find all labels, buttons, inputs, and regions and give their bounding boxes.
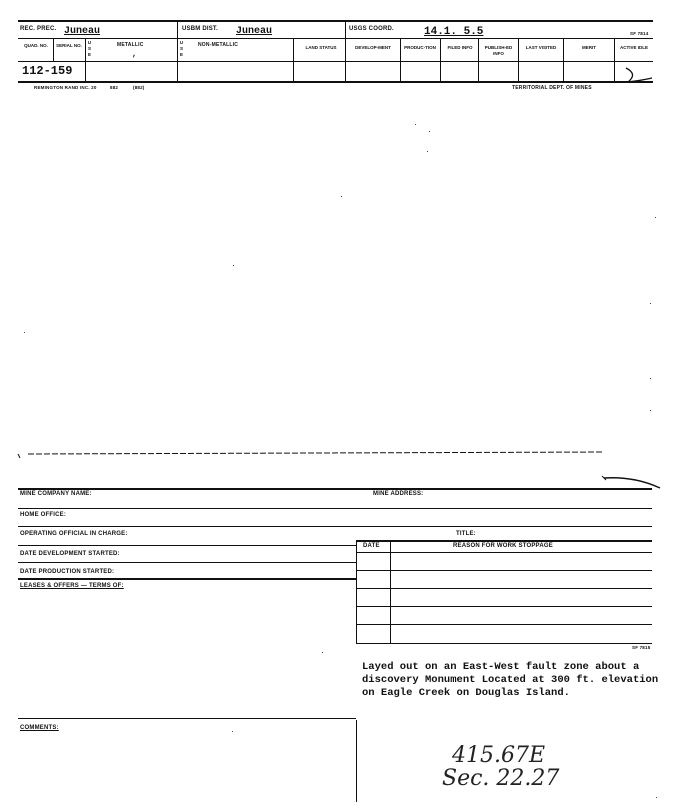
date-production-started-label: DATE PRODUCTION STARTED: bbox=[20, 569, 115, 575]
reason-col-header: REASON FOR WORK STOPPAGE bbox=[453, 543, 553, 549]
col-use-b: U S E bbox=[179, 40, 184, 57]
rec-prec-value: Juneau bbox=[64, 26, 101, 37]
col-active-idle: ACTIVE IDLE bbox=[619, 45, 648, 50]
col-production: PRODUC-TION bbox=[404, 45, 436, 50]
mine-address-label: MINE ADDRESS: bbox=[373, 491, 424, 497]
col-metallic: METALLIC bbox=[117, 42, 144, 48]
handwritten-coord-2: Sec. 22.27 bbox=[442, 766, 560, 791]
col-published-info: PUBLISH-ED INFO bbox=[484, 45, 513, 56]
comments-label: COMMENTS: bbox=[20, 725, 59, 731]
col-development: DEVELOP-MENT bbox=[355, 45, 391, 50]
usbm-dist-label: USBM DIST. bbox=[182, 26, 219, 32]
printer-code-a: 882 bbox=[110, 85, 119, 90]
home-office-label: HOME OFFICE: bbox=[20, 512, 67, 518]
col-use-a: U S E bbox=[87, 40, 92, 57]
col-land-status: LAND STATUS bbox=[305, 45, 337, 50]
col-last-visited: LAST VISITED bbox=[525, 45, 557, 50]
printer-imprint: REMINGTON RAND INC. 20 bbox=[34, 85, 97, 90]
form-number-b: SF 7815 bbox=[632, 645, 651, 650]
col-serial-no: SERIAL NO. bbox=[56, 43, 82, 48]
col-filed-info: FILED INFO bbox=[447, 45, 473, 50]
usgs-coord-label: USGS COORD. bbox=[349, 26, 394, 32]
mine-company-name-label: MINE COMPANY NAME: bbox=[20, 491, 92, 497]
leases-offers-label: LEASES & OFFERS — TERMS OF: bbox=[20, 583, 124, 589]
rec-prec-label: REC. PREC. bbox=[20, 26, 57, 32]
date-development-started-label: DATE DEVELOPMENT STARTED: bbox=[20, 551, 120, 557]
handwritten-coord-1: 415.67E bbox=[452, 743, 546, 768]
printer-code-b: (882) bbox=[133, 85, 145, 90]
usgs-coord-value: 14.1. 5.5 bbox=[424, 26, 484, 38]
narrative-text: Layed out on an East-West fault zone about a discovery Monument Located at 300 ft. elevation on Eagle Creek on Douglas Island. bbox=[362, 661, 659, 699]
col-quad-no: QUAD. NO. bbox=[24, 43, 48, 48]
metallic-mark: , bbox=[132, 50, 137, 59]
col-merit: MERIT bbox=[582, 45, 596, 50]
title-label: TITLE: bbox=[456, 531, 476, 537]
agency-name: TERRITORIAL DEPT. OF MINES bbox=[512, 85, 592, 91]
quad-serial-value: 112-159 bbox=[22, 64, 73, 78]
operating-official-label: OPERATING OFFICIAL IN CHARGE: bbox=[20, 531, 128, 537]
date-col-header: DATE bbox=[363, 543, 380, 549]
check-mark-icon bbox=[614, 64, 654, 86]
col-non-metallic: NON-METALLIC bbox=[198, 42, 239, 48]
form-number: SF 7814 bbox=[630, 31, 649, 36]
usbm-dist-value: Juneau bbox=[236, 26, 273, 37]
